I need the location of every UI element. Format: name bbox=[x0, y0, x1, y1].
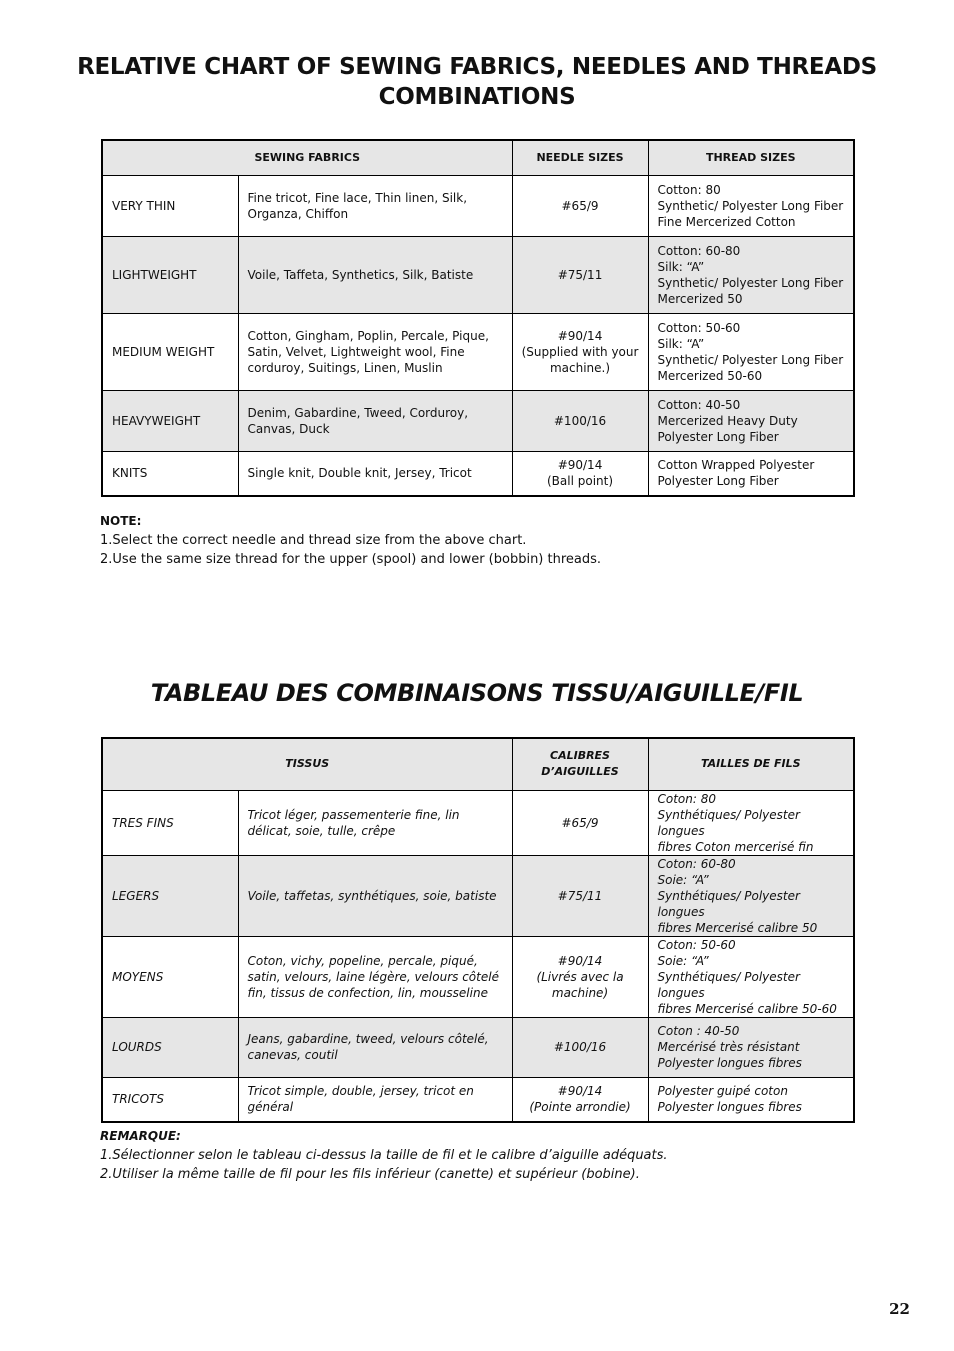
thread-line: Synthetic/ Polyester Long Fiber bbox=[657, 275, 844, 290]
thread-sizes bbox=[648, 855, 854, 936]
needle-size bbox=[512, 451, 648, 496]
french-notes bbox=[100, 1127, 860, 1184]
english-chart-table bbox=[101, 139, 855, 497]
header-calibres-aiguilles bbox=[512, 738, 648, 790]
fabric-examples: Coton, vichy, popeline, percale, piqué, satin, velours, laine légère, velours côtelé fin, tissus de confection, lin, mousseline bbox=[238, 936, 512, 1017]
header-tissus: TISSUS bbox=[102, 738, 512, 790]
fabric-category: LEGERS bbox=[102, 855, 238, 936]
needle-line: (Supplied with your bbox=[521, 344, 639, 359]
fabric-category: TRES FINS bbox=[102, 790, 238, 855]
fabric-examples: Denim, Gabardine, Tweed, Corduroy, Canvas, Duck bbox=[238, 390, 512, 451]
needle-size bbox=[512, 236, 648, 313]
table-row bbox=[102, 855, 854, 936]
table-row bbox=[102, 1017, 854, 1077]
thread-line: Silk: “A” bbox=[657, 259, 705, 274]
needle-line: #65/9 bbox=[561, 198, 599, 213]
fabric-examples: Voile, Taffeta, Synthetics, Silk, Batiste bbox=[238, 236, 512, 313]
french-title: TABLEAU DES COMBINAISONS TISSU/AIGUILLE/FIL bbox=[150, 679, 804, 707]
thread-line: Polyester longues fibres bbox=[657, 1056, 802, 1070]
thread-line: Mercérisé très résistant bbox=[657, 1040, 800, 1054]
needle-size bbox=[512, 1017, 648, 1077]
fabric-category: KNITS bbox=[102, 451, 238, 496]
table-header-row bbox=[102, 140, 854, 175]
needle-line: machine.) bbox=[549, 360, 611, 375]
needle-size bbox=[512, 1077, 648, 1122]
thread-sizes bbox=[648, 1077, 854, 1122]
thread-line: Fine Mercerized Cotton bbox=[657, 214, 796, 229]
needle-line: #90/14 bbox=[557, 1084, 603, 1099]
thread-line: Coton : 40-50 bbox=[657, 1024, 740, 1038]
table-row bbox=[102, 1077, 854, 1122]
page-number: 22 bbox=[889, 1300, 910, 1318]
fabric-examples: Single knit, Double knit, Jersey, Tricot bbox=[238, 451, 512, 496]
needle-line: #75/11 bbox=[557, 888, 603, 903]
needle-size bbox=[512, 175, 648, 236]
thread-line: Silk: “A” bbox=[657, 336, 705, 351]
english-title bbox=[60, 52, 894, 112]
note-item: 1.Sélectionner selon le tableau ci-dessus la taille de fil et le calibre d’aiguille adéquats. bbox=[100, 1148, 668, 1163]
header-line: CALIBRES bbox=[550, 749, 610, 763]
fabric-category: MOYENS bbox=[102, 936, 238, 1017]
thread-line: Coton: 50-60 bbox=[657, 937, 736, 952]
needle-size bbox=[512, 390, 648, 451]
needle-line: machine) bbox=[551, 985, 609, 1000]
thread-line: Coton: 80 bbox=[657, 791, 716, 806]
needle-line: (Pointe arrondie) bbox=[529, 1100, 631, 1115]
thread-sizes bbox=[648, 236, 854, 313]
needle-size bbox=[512, 855, 648, 936]
thread-line: fibres Mercerisé calibre 50-60 bbox=[657, 1001, 837, 1016]
thread-line: Cotton: 60-80 bbox=[657, 243, 741, 258]
thread-line: Soie: “A” bbox=[657, 872, 709, 887]
thread-line: Polyester longues fibres bbox=[657, 1100, 802, 1115]
thread-sizes bbox=[648, 451, 854, 496]
note-heading: REMARQUE: bbox=[100, 1129, 181, 1143]
fabric-category: LIGHTWEIGHT bbox=[102, 236, 238, 313]
fabric-examples: Tricot simple, double, jersey, tricot en général bbox=[238, 1077, 512, 1122]
header-needle-sizes: NEEDLE SIZES bbox=[512, 140, 648, 175]
fabric-category: TRICOTS bbox=[102, 1077, 238, 1122]
thread-line: Coton: 60-80 bbox=[657, 856, 736, 871]
needle-line: #90/14 bbox=[557, 458, 603, 473]
english-title-line-2: COMBINATIONS bbox=[378, 84, 576, 110]
table-header-row bbox=[102, 738, 854, 790]
thread-line: Mercerized Heavy Duty bbox=[657, 413, 798, 428]
needle-size bbox=[512, 313, 648, 390]
thread-line: Cotton Wrapped Polyester bbox=[657, 458, 815, 473]
table-row bbox=[102, 313, 854, 390]
thread-line: Synthetic/ Polyester Long Fiber bbox=[657, 352, 844, 367]
table-row bbox=[102, 175, 854, 236]
thread-line: Cotton: 40-50 bbox=[657, 397, 741, 412]
fabric-examples: Jeans, gabardine, tweed, velours côtelé, canevas, coutil bbox=[238, 1017, 512, 1077]
table-row bbox=[102, 790, 854, 855]
thread-sizes bbox=[648, 790, 854, 855]
thread-sizes bbox=[648, 175, 854, 236]
thread-sizes bbox=[648, 1017, 854, 1077]
needle-line: #90/14 bbox=[557, 953, 603, 968]
needle-line: #90/14 bbox=[557, 328, 603, 343]
needle-line: #65/9 bbox=[561, 815, 599, 830]
fabric-category: MEDIUM WEIGHT bbox=[102, 313, 238, 390]
thread-line: fibres Mercerisé calibre 50 bbox=[657, 920, 818, 935]
table-row bbox=[102, 390, 854, 451]
thread-line: Mercerized 50-60 bbox=[657, 368, 763, 383]
french-chart-table bbox=[101, 737, 855, 1123]
needle-line: #100/16 bbox=[553, 1040, 607, 1054]
thread-sizes bbox=[648, 390, 854, 451]
table-row bbox=[102, 936, 854, 1017]
table-row bbox=[102, 236, 854, 313]
table-row bbox=[102, 451, 854, 496]
note-item: 2.Use the same size thread for the upper (spool) and lower (bobbin) threads. bbox=[100, 552, 602, 567]
needle-size bbox=[512, 790, 648, 855]
thread-line: Synthétiques/ Polyester longues bbox=[657, 807, 800, 838]
header-thread-sizes: THREAD SIZES bbox=[648, 140, 854, 175]
thread-line: Cotton: 50-60 bbox=[657, 320, 741, 335]
needle-line: #75/11 bbox=[557, 267, 603, 282]
thread-line: Synthetic/ Polyester Long Fiber bbox=[657, 198, 844, 213]
header-sewing-fabrics: SEWING FABRICS bbox=[102, 140, 512, 175]
thread-line: Synthétiques/ Polyester longues bbox=[657, 969, 800, 1000]
thread-line: Polyester Long Fiber bbox=[657, 474, 779, 489]
fabric-category: LOURDS bbox=[102, 1017, 238, 1077]
english-title-line-1: RELATIVE CHART OF SEWING FABRICS, NEEDLES AND THREADS bbox=[77, 54, 877, 80]
needle-line: (Ball point) bbox=[546, 474, 614, 489]
fabric-examples: Voile, taffetas, synthétiques, soie, batiste bbox=[238, 855, 512, 936]
fabric-category: HEAVYWEIGHT bbox=[102, 390, 238, 451]
header-line: D’AIGUILLES bbox=[541, 765, 619, 779]
thread-line: Soie: “A” bbox=[657, 953, 709, 968]
note-item: 1.Select the correct needle and thread size from the above chart. bbox=[100, 533, 527, 548]
thread-sizes bbox=[648, 936, 854, 1017]
needle-line: (Livrés avec la bbox=[536, 969, 624, 984]
note-item: 2.Utiliser la même taille de fil pour les fils inférieur (canette) et supérieur (bobine). bbox=[100, 1167, 640, 1182]
needle-size bbox=[512, 936, 648, 1017]
thread-line: Synthétiques/ Polyester longues bbox=[657, 888, 800, 919]
thread-line: fibres Coton mercerisé fin bbox=[657, 839, 814, 854]
thread-line: Cotton: 80 bbox=[657, 182, 721, 197]
fabric-examples: Fine tricot, Fine lace, Thin linen, Silk, Organza, Chiffon bbox=[238, 175, 512, 236]
thread-line: Polyester Long Fiber bbox=[657, 429, 779, 444]
thread-line: Polyester guipé coton bbox=[657, 1084, 788, 1099]
note-heading: NOTE: bbox=[100, 514, 142, 528]
fabric-examples: Cotton, Gingham, Poplin, Percale, Pique, Satin, Velvet, Lightweight wool, Fine corduroy, Suitings, Linen, Muslin bbox=[238, 313, 512, 390]
thread-sizes bbox=[648, 313, 854, 390]
needle-line: #100/16 bbox=[553, 413, 607, 428]
header-tailles-fils: TAILLES DE FILS bbox=[648, 738, 854, 790]
fabric-category: VERY THIN bbox=[102, 175, 238, 236]
english-notes bbox=[100, 512, 860, 569]
thread-line: Mercerized 50 bbox=[657, 291, 743, 306]
fabric-examples: Tricot léger, passementerie fine, lin délicat, soie, tulle, crêpe bbox=[238, 790, 512, 855]
